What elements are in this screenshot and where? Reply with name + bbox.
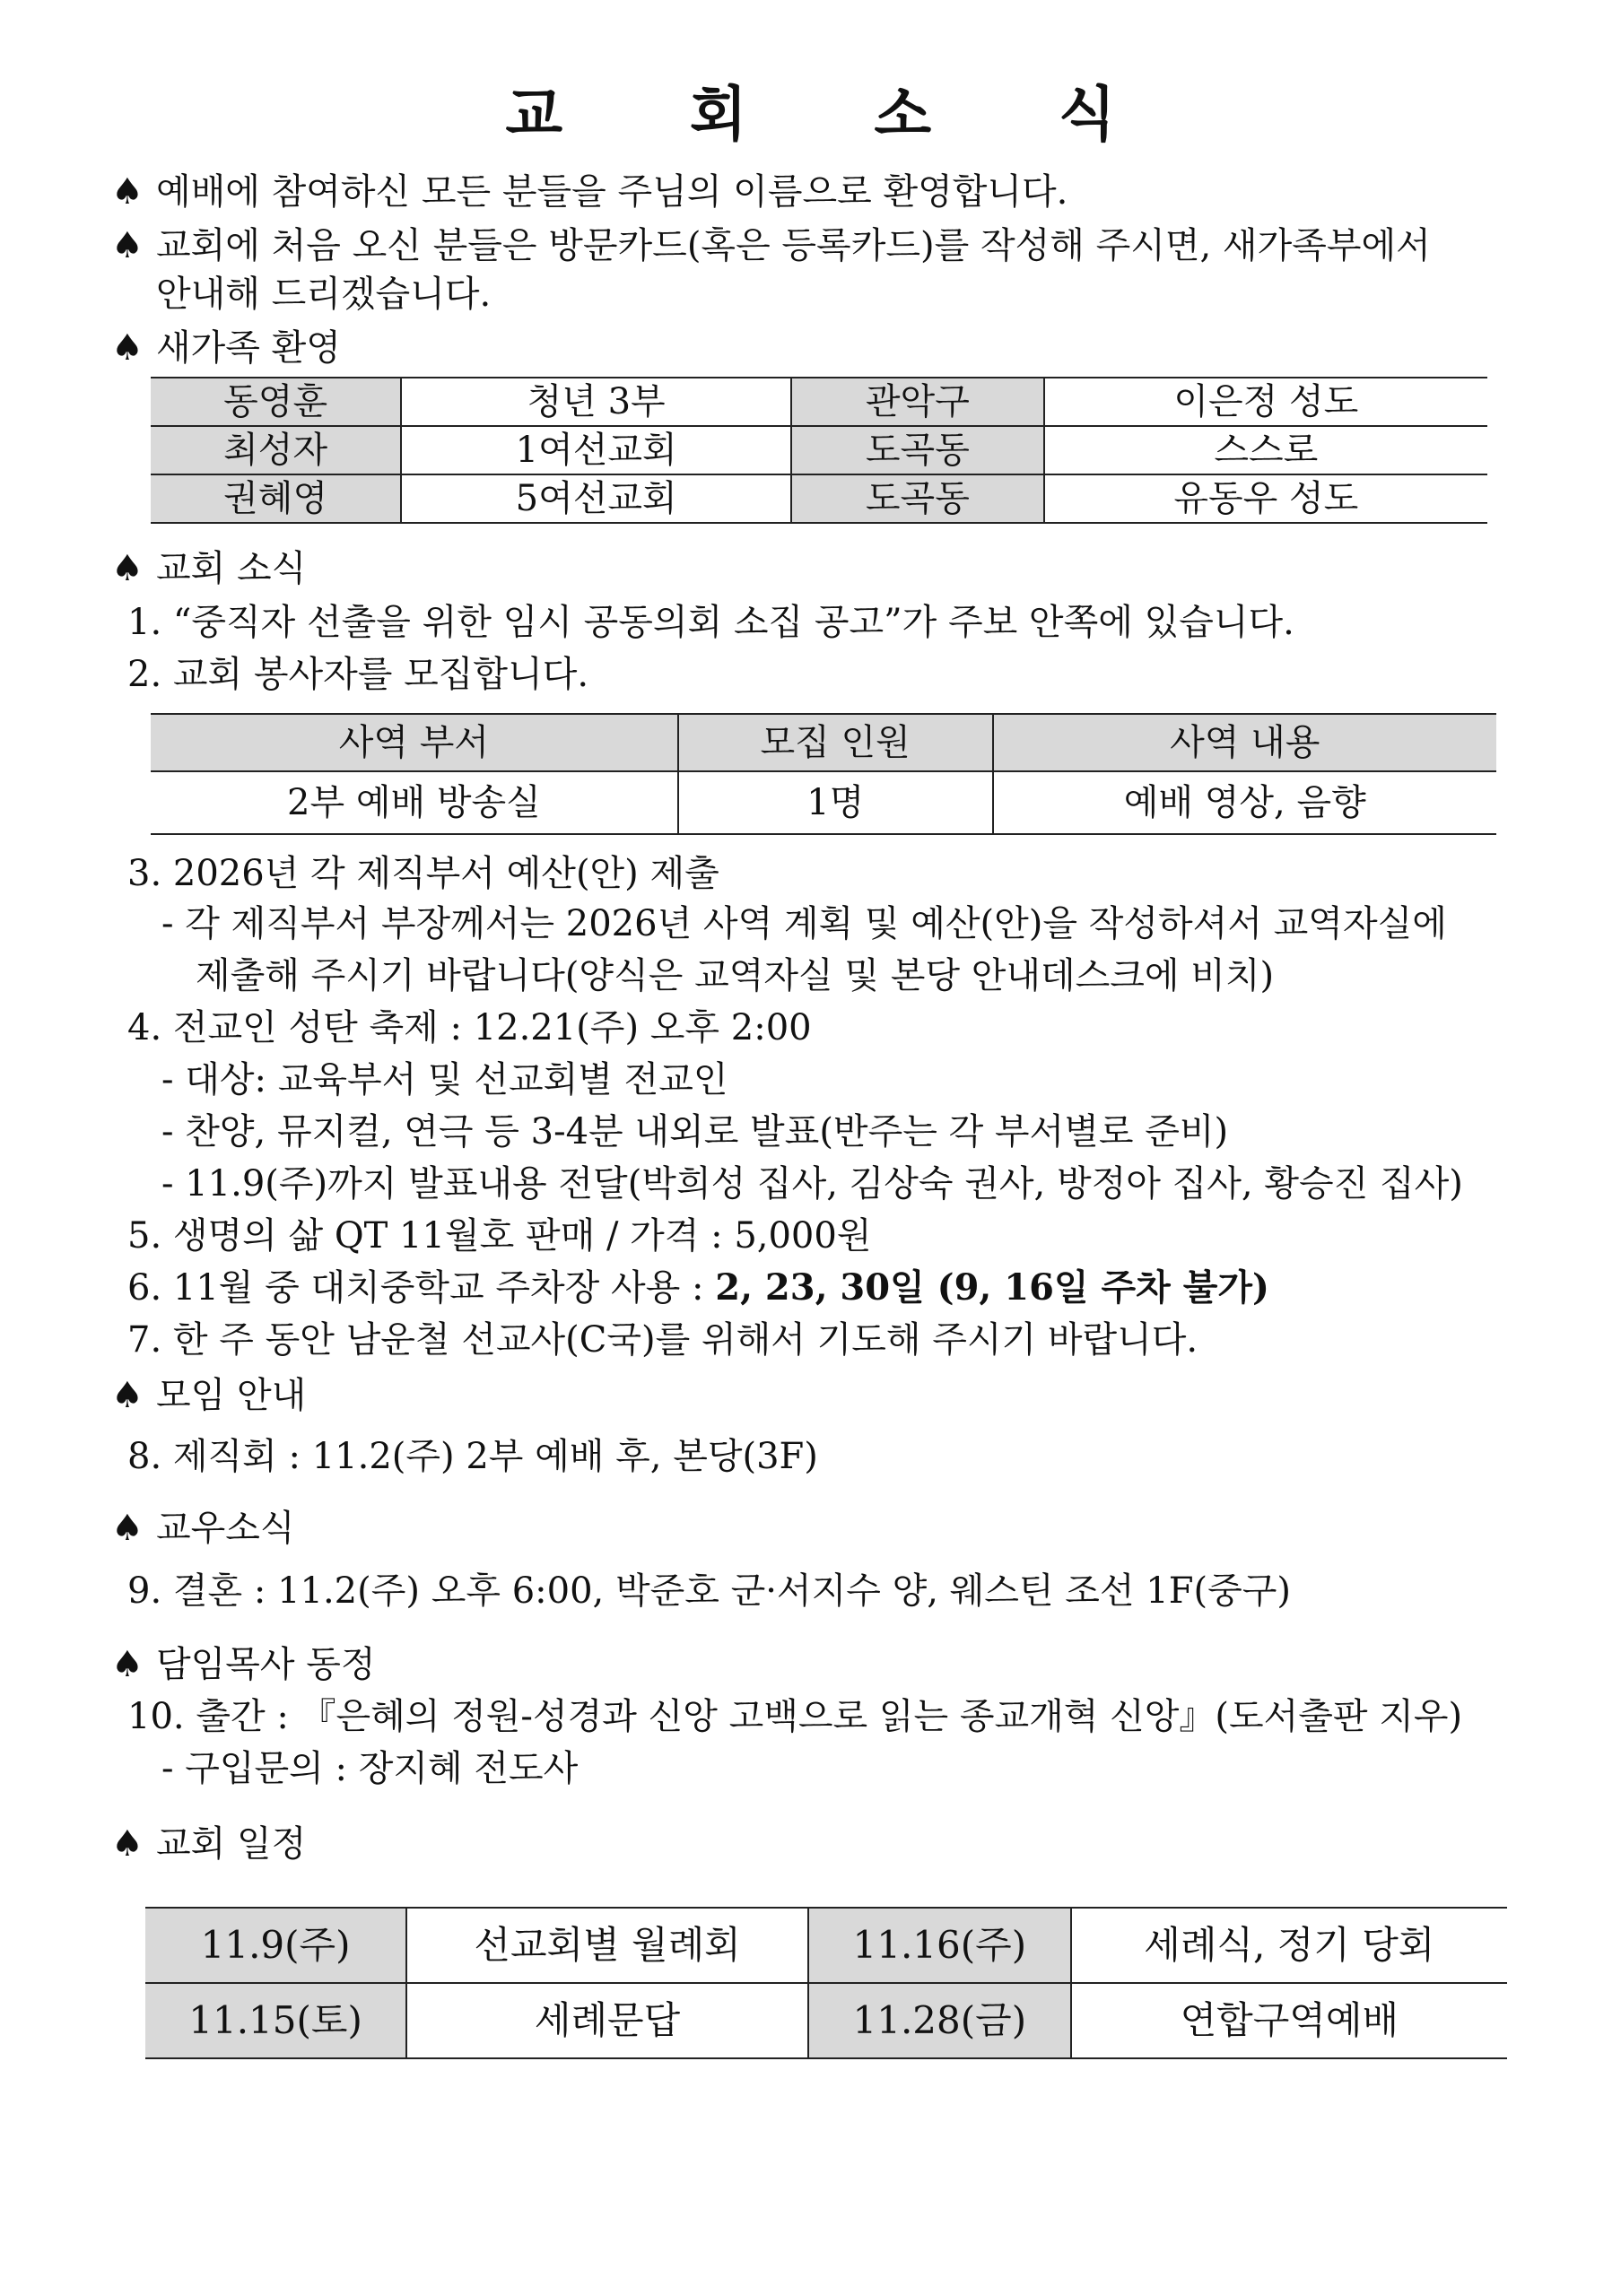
members-item-9: 9. 결혼 : 11.2(주) 오후 6:00, 박준호 군·서지수 양, 웨스틴 조선 1F(중구): [127, 1570, 1291, 1612]
meeting-item-8: 8. 제직회 : 11.2(주) 2부 예배 후, 본당(3F): [127, 1436, 818, 1477]
table-cell: 5여선교회: [401, 474, 791, 523]
volunteer-table: [151, 713, 1496, 835]
table-cell: 11.16(주): [808, 1908, 1071, 1983]
section-heading-meeting: ♠ 모임 안내: [111, 1372, 306, 1419]
table-cell: 11.15(토): [145, 1983, 406, 2058]
news-item-3-sub-2: 제출해 주시기 바랍니다(양식은 교역자실 및 본당 안내데스크에 비치): [196, 955, 1275, 996]
table-cell: 청년 3부: [401, 378, 791, 426]
parking-dates: 2, 23, 30일 (9, 16일 주차 불가): [715, 1266, 1269, 1309]
table-cell: 연합구역예배: [1071, 1983, 1507, 2058]
section-heading-schedule: ♠ 교회 일정: [111, 1821, 306, 1867]
table-cell: 권혜영: [151, 474, 401, 523]
news-item-3: 3. 2026년 각 제직부서 예산(안) 제출: [127, 853, 719, 894]
table-header: 사역 내용: [993, 714, 1496, 771]
spade-icon: ♠: [111, 1375, 144, 1416]
news-item-1: 1. “중직자 선출을 위한 임시 공동의회 소집 공고”가 주보 안쪽에 있습니다.: [127, 602, 1294, 643]
table-cell: 세례문답: [406, 1983, 808, 2058]
news-item-3-sub-1: - 각 제직부서 부장께서는 2026년 사역 계획 및 예산(안)을 작성하셔서 교역자실에: [161, 903, 1447, 944]
table-cell: 도곡동: [791, 426, 1044, 474]
table-row: [145, 1908, 1507, 1983]
table-cell: 예배 영상, 음향: [993, 771, 1496, 834]
table-cell: 도곡동: [791, 474, 1044, 523]
news-item-7: 7. 한 주 동안 남운철 선교사(C국)를 위해서 기도해 주시기 바랍니다.: [127, 1319, 1198, 1361]
table-cell: 1명: [678, 771, 993, 834]
table-cell: 최성자: [151, 426, 401, 474]
section-heading-members: ♠ 교우소식: [111, 1505, 295, 1552]
spade-icon: ♠: [111, 1644, 144, 1685]
pastor-item-10-sub: - 구입문의 : 장지혜 전도사: [161, 1748, 579, 1789]
spade-icon: ♠: [111, 1508, 144, 1549]
news-item-4: 4. 전교인 성탄 축제 : 12.21(주) 오후 2:00: [127, 1007, 812, 1048]
table-cell: 11.9(주): [145, 1908, 406, 1983]
table-header-row: [151, 714, 1496, 771]
news-item-4-sub-3: - 11.9(주)까지 발표내용 전달(박희성 집사, 김상숙 권사, 방정아 집사, 황승진 집사): [161, 1163, 1463, 1205]
table-cell: 1여선교회: [401, 426, 791, 474]
table-cell: 유동우 성도: [1044, 474, 1487, 523]
table-header: 모집 인원: [678, 714, 993, 771]
news-item-4-sub-1: - 대상: 교육부서 및 선교회별 전교인: [161, 1059, 728, 1100]
new-family-table: [151, 377, 1487, 524]
church-schedule-table: [145, 1907, 1507, 2059]
section-heading-pastor: ♠ 담임목사 동정: [111, 1641, 376, 1688]
intro-line-2: ♠ 교회에 처음 오신 분들은 방문카드(혹은 등록카드)를 작성해 주시면, 새가족부에서: [111, 222, 1431, 269]
section-heading-news: ♠ 교회 소식: [111, 545, 306, 592]
section-heading-welcome: ♠ 새가족 환영: [111, 325, 341, 371]
table-cell: 선교회별 월례회: [406, 1908, 808, 1983]
table-row: [151, 771, 1496, 834]
table-cell: 2부 예배 방송실: [151, 771, 678, 834]
news-item-2: 2. 교회 봉사자를 모집합니다.: [127, 654, 589, 695]
page-title: 교 회 소 식: [505, 80, 1170, 149]
spade-icon: ♠: [111, 225, 144, 266]
news-item-6: 6. 11월 중 대치중학교 주차장 사용 : 2, 23, 30일 (9, 16일 주차 불가): [127, 1266, 1269, 1309]
spade-icon: ♠: [111, 327, 144, 369]
spade-icon: ♠: [111, 548, 144, 589]
table-cell: 동영훈: [151, 378, 401, 426]
table-cell: 스스로: [1044, 426, 1487, 474]
table-header: 사역 부서: [151, 714, 678, 771]
intro-line-2-cont: 안내해 드리겠습니다.: [156, 274, 492, 315]
table-row: [151, 474, 1487, 523]
table-cell: 11.28(금): [808, 1983, 1071, 2058]
news-item-5: 5. 생명의 삶 QT 11월호 판매 / 가격 : 5,000원: [127, 1215, 872, 1257]
table-row: [145, 1983, 1507, 2058]
table-row: [151, 378, 1487, 426]
intro-line-1: ♠ 예배에 참여하신 모든 분들을 주님의 이름으로 환영합니다.: [111, 169, 1068, 215]
pastor-item-10: 10. 출간 : 『은혜의 정원-성경과 신앙 고백으로 읽는 종교개혁 신앙』(도서출판 지우): [127, 1696, 1463, 1737]
table-row: [151, 426, 1487, 474]
news-item-4-sub-2: - 찬양, 뮤지컬, 연극 등 3-4분 내외로 발표(반주는 각 부서별로 준비): [161, 1111, 1229, 1152]
table-cell: 세례식, 정기 당회: [1071, 1908, 1507, 1983]
table-cell: 이은정 성도: [1044, 378, 1487, 426]
table-cell: 관악구: [791, 378, 1044, 426]
spade-icon: ♠: [111, 1823, 144, 1865]
spade-icon: ♠: [111, 171, 144, 213]
